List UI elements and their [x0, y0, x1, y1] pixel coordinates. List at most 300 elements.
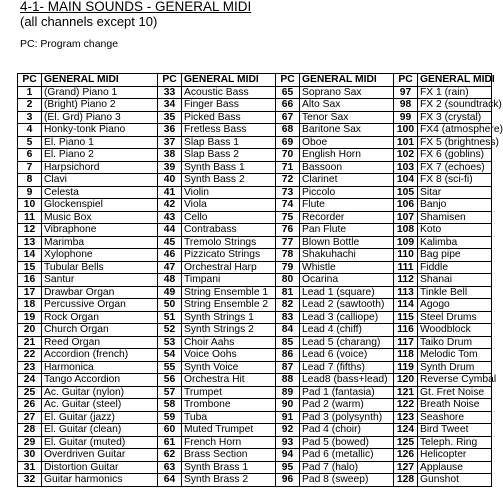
- program-number: 74: [276, 199, 300, 212]
- program-number: 26: [18, 399, 42, 412]
- program-number: 6: [18, 149, 42, 162]
- program-number: 65: [276, 86, 300, 99]
- program-number: 53: [158, 336, 182, 349]
- instrument-name: Blown Bottle: [300, 236, 394, 249]
- instrument-name: Flute: [300, 199, 394, 212]
- program-number: 4: [18, 124, 42, 137]
- table-row: [18, 224, 492, 237]
- instrument-name: Viola: [182, 199, 276, 212]
- instrument-name: Tuba: [182, 411, 276, 424]
- program-number: 57: [158, 386, 182, 399]
- program-number: 77: [276, 236, 300, 249]
- program-number: 80: [276, 274, 300, 287]
- program-number: 54: [158, 349, 182, 362]
- program-number: 39: [158, 161, 182, 174]
- program-number: 12: [18, 224, 42, 237]
- program-number: 30: [18, 449, 42, 462]
- instrument-name: Tenor Sax: [300, 111, 394, 124]
- instrument-name: Pizzicato Strings: [182, 249, 276, 262]
- table-row: [18, 411, 492, 424]
- instrument-name: Pad 7 (halo): [300, 461, 394, 474]
- instrument-name: Synth Bass 1: [182, 161, 276, 174]
- program-number: 38: [158, 149, 182, 162]
- pc-note: PC: Program change: [20, 38, 119, 50]
- program-number: 87: [276, 361, 300, 374]
- program-number: 11: [18, 211, 42, 224]
- program-number: 58: [158, 399, 182, 412]
- program-number: 56: [158, 374, 182, 387]
- instrument-name: Kalimba: [418, 236, 492, 249]
- instrument-name: (El. Grd) Piano 3: [42, 111, 158, 124]
- instrument-name: Clarinet: [300, 174, 394, 187]
- instrument-name: Lead 5 (charang): [300, 336, 394, 349]
- instrument-name: Vibraphone: [42, 224, 158, 237]
- instrument-name: Shamisen: [418, 211, 492, 224]
- program-number: 99: [394, 111, 418, 124]
- program-number: 21: [18, 336, 42, 349]
- program-number: 10: [18, 199, 42, 212]
- table-body: [18, 86, 503, 486]
- program-number: 69: [276, 136, 300, 149]
- table-header-row: [18, 74, 492, 87]
- instrument-name: Pad 6 (metallic): [300, 449, 394, 462]
- program-number: 60: [158, 424, 182, 437]
- instrument-name: Drawbar Organ: [42, 286, 158, 299]
- program-number: 82: [276, 299, 300, 312]
- instrument-name: FX 2 (soundtrack): [418, 99, 492, 112]
- program-number: 61: [158, 436, 182, 449]
- instrument-name: Orchestra Hit: [182, 374, 276, 387]
- program-number: 63: [158, 461, 182, 474]
- instrument-name: Alto Sax: [300, 99, 394, 112]
- program-number: 90: [276, 399, 300, 412]
- program-number: 14: [18, 249, 42, 262]
- instrument-name: Synth Bass 2: [182, 174, 276, 187]
- program-number: 123: [394, 411, 418, 424]
- program-number: 105: [394, 186, 418, 199]
- instrument-name: Ac. Guitar (nylon): [42, 386, 158, 399]
- program-number: 93: [276, 436, 300, 449]
- instrument-name: Tubular Bells: [42, 261, 158, 274]
- instrument-name: Soprano Sax: [300, 86, 394, 99]
- instrument-name: Muted Trumpet: [182, 424, 276, 437]
- instrument-name: FX 1 (rain): [418, 86, 492, 99]
- instrument-name: Finger Bass: [182, 99, 276, 112]
- table-row: [18, 311, 492, 324]
- table-row: [18, 336, 492, 349]
- instrument-name: String Ensemble 1: [182, 286, 276, 299]
- program-number: 85: [276, 336, 300, 349]
- program-number: 115: [394, 311, 418, 324]
- table-row: [18, 149, 492, 162]
- instrument-name: Lead 6 (voice): [300, 349, 394, 362]
- instrument-name: Synth Drum: [418, 361, 492, 374]
- instrument-name: Pan Flute: [300, 224, 394, 237]
- instrument-name: Harpsichord: [42, 161, 158, 174]
- instrument-name: FX 7 (echoes): [418, 161, 492, 174]
- program-number: 126: [394, 449, 418, 462]
- program-number: 51: [158, 311, 182, 324]
- program-number: 34: [158, 99, 182, 112]
- program-number: 111: [394, 261, 418, 274]
- column-header-name: GENERAL MIDI: [182, 74, 276, 87]
- program-number: 16: [18, 274, 42, 287]
- program-number: 31: [18, 461, 42, 474]
- instrument-name: Trombone: [182, 399, 276, 412]
- table-row: [18, 249, 492, 262]
- program-number: 102: [394, 149, 418, 162]
- program-number: 42: [158, 199, 182, 212]
- instrument-name: Acoustic Bass: [182, 86, 276, 99]
- program-number: 27: [18, 411, 42, 424]
- program-number: 101: [394, 136, 418, 149]
- program-number: 125: [394, 436, 418, 449]
- program-number: 84: [276, 324, 300, 337]
- instrument-name: Overdriven Guitar: [42, 449, 158, 462]
- instrument-name: Synth Strings 1: [182, 311, 276, 324]
- instrument-name: Applause: [418, 461, 492, 474]
- program-number: 64: [158, 474, 182, 487]
- program-number: 116: [394, 324, 418, 337]
- instrument-name: Baritone Sax: [300, 124, 394, 137]
- program-number: 75: [276, 211, 300, 224]
- instrument-name: Woodblock: [418, 324, 492, 337]
- instrument-name: Whistle: [300, 261, 394, 274]
- program-number: 66: [276, 99, 300, 112]
- instrument-name: Helicopter: [418, 449, 492, 462]
- column-header-name: GENERAL MIDI: [418, 74, 492, 87]
- table-row: [18, 199, 492, 212]
- program-number: 114: [394, 299, 418, 312]
- instrument-name: Voice Oohs: [182, 349, 276, 362]
- table-row: [18, 424, 492, 437]
- program-number: 96: [276, 474, 300, 487]
- program-number: 43: [158, 211, 182, 224]
- instrument-name: Seashore: [418, 411, 492, 424]
- instrument-name: Pad 4 (choir): [300, 424, 394, 437]
- instrument-name: Church Organ: [42, 324, 158, 337]
- instrument-name: Harmonica: [42, 361, 158, 374]
- instrument-name: Synth Strings 2: [182, 324, 276, 337]
- table-row: [18, 399, 492, 412]
- program-number: 104: [394, 174, 418, 187]
- instrument-name: Taiko Drum: [418, 336, 492, 349]
- instrument-name: Bird Tweet: [418, 424, 492, 437]
- instrument-name: String Ensemble 2: [182, 299, 276, 312]
- program-number: 18: [18, 299, 42, 312]
- table-row: [18, 324, 492, 337]
- instrument-name: Lead8 (bass+lead): [300, 374, 394, 387]
- instrument-name: English Horn: [300, 149, 394, 162]
- program-number: 68: [276, 124, 300, 137]
- instrument-name: Reverse Cymbal: [418, 374, 492, 387]
- instrument-name: Steel Drums: [418, 311, 492, 324]
- program-number: 97: [394, 86, 418, 99]
- program-number: 15: [18, 261, 42, 274]
- program-number: 86: [276, 349, 300, 362]
- table-row: [18, 124, 492, 137]
- instrument-name: Lead 4 (chiff): [300, 324, 394, 337]
- program-number: 17: [18, 286, 42, 299]
- program-number: 106: [394, 199, 418, 212]
- instrument-name: Choir Aahs: [182, 336, 276, 349]
- program-number: 25: [18, 386, 42, 399]
- page-title: 4-1- MAIN SOUNDS - GENERAL MIDI: [20, 0, 252, 14]
- instrument-name: Pad 2 (warm): [300, 399, 394, 412]
- instrument-name: Glockenspiel: [42, 199, 158, 212]
- instrument-name: Accordion (french): [42, 349, 158, 362]
- instrument-name: Melodic Tom: [418, 349, 492, 362]
- program-number: 67: [276, 111, 300, 124]
- instrument-name: FX 3 (crystal): [418, 111, 492, 124]
- instrument-name: Sitar: [418, 186, 492, 199]
- program-number: 127: [394, 461, 418, 474]
- program-number: 40: [158, 174, 182, 187]
- program-number: 24: [18, 374, 42, 387]
- instrument-name: Santur: [42, 274, 158, 287]
- program-number: 100: [394, 124, 418, 137]
- instrument-name: Banjo: [418, 199, 492, 212]
- instrument-name: Pad 1 (fantasia): [300, 386, 394, 399]
- instrument-name: Fretless Bass: [182, 124, 276, 137]
- table-row: [18, 86, 492, 99]
- instrument-name: Pad 3 (polysynth): [300, 411, 394, 424]
- instrument-name: Reed Organ: [42, 336, 158, 349]
- program-number: 109: [394, 236, 418, 249]
- instrument-name: Gt. Fret Noise: [418, 386, 492, 399]
- instrument-name: Guitar harmonics: [42, 474, 158, 487]
- program-number: 22: [18, 349, 42, 362]
- program-number: 122: [394, 399, 418, 412]
- instrument-name: Distortion Guitar: [42, 461, 158, 474]
- instrument-name: Violin: [182, 186, 276, 199]
- table-row: [18, 386, 492, 399]
- program-number: 29: [18, 436, 42, 449]
- table-row: [18, 111, 492, 124]
- instrument-name: Orchestral Harp: [182, 261, 276, 274]
- instrument-name: FX 6 (goblins): [418, 149, 492, 162]
- instrument-name: Slap Bass 2: [182, 149, 276, 162]
- program-number: 28: [18, 424, 42, 437]
- table-row: [18, 286, 492, 299]
- program-number: 88: [276, 374, 300, 387]
- program-number: 76: [276, 224, 300, 237]
- table-row: [18, 274, 492, 287]
- program-number: 62: [158, 449, 182, 462]
- instrument-name: (Bright) Piano 2: [42, 99, 158, 112]
- program-number: 32: [18, 474, 42, 487]
- program-number: 19: [18, 311, 42, 324]
- instrument-name: Synth Brass 2: [182, 474, 276, 487]
- program-number: 35: [158, 111, 182, 124]
- instrument-name: Koto: [418, 224, 492, 237]
- column-header-pc: PC: [276, 74, 300, 87]
- instrument-name: Lead 7 (fifths): [300, 361, 394, 374]
- program-number: 20: [18, 324, 42, 337]
- instrument-name: Fiddle: [418, 261, 492, 274]
- instrument-name: Clavi: [42, 174, 158, 187]
- document-header: [20, 0, 251, 29]
- instrument-name: Pad 5 (bowed): [300, 436, 394, 449]
- program-number: 83: [276, 311, 300, 324]
- instrument-name: Trumpet: [182, 386, 276, 399]
- program-number: 89: [276, 386, 300, 399]
- instrument-name: El. Piano 2: [42, 149, 158, 162]
- program-number: 107: [394, 211, 418, 224]
- instrument-name: Piccolo: [300, 186, 394, 199]
- instrument-name: Agogo: [418, 299, 492, 312]
- instrument-name: Brass Section: [182, 449, 276, 462]
- program-number: 23: [18, 361, 42, 374]
- program-number: 47: [158, 261, 182, 274]
- program-number: 98: [394, 99, 418, 112]
- program-number: 81: [276, 286, 300, 299]
- program-number: 1: [18, 86, 42, 99]
- program-number: 59: [158, 411, 182, 424]
- program-number: 121: [394, 386, 418, 399]
- instrument-name: Tinkle Bell: [418, 286, 492, 299]
- instrument-name: Rock Organ: [42, 311, 158, 324]
- instrument-name: Synth Voice: [182, 361, 276, 374]
- table-row: [18, 261, 492, 274]
- program-number: 120: [394, 374, 418, 387]
- instrument-name: Percussive Organ: [42, 299, 158, 312]
- table-row: [18, 99, 492, 112]
- table-row: [18, 349, 492, 362]
- program-number: 49: [158, 286, 182, 299]
- instrument-name: Contrabass: [182, 224, 276, 237]
- table-row: [18, 136, 492, 149]
- instrument-name: Teleph. Ring: [418, 436, 492, 449]
- instrument-name: El. Piano 1: [42, 136, 158, 149]
- program-number: 71: [276, 161, 300, 174]
- instrument-name: Shakuhachi: [300, 249, 394, 262]
- instrument-name: Honky-tonk Piano: [42, 124, 158, 137]
- column-header-name: GENERAL MIDI: [300, 74, 394, 87]
- program-number: 48: [158, 274, 182, 287]
- program-number: 36: [158, 124, 182, 137]
- program-number: 124: [394, 424, 418, 437]
- program-number: 7: [18, 161, 42, 174]
- instrument-name: Bag pipe: [418, 249, 492, 262]
- program-number: 103: [394, 161, 418, 174]
- program-number: 79: [276, 261, 300, 274]
- table-row: [18, 174, 492, 187]
- program-number: 70: [276, 149, 300, 162]
- instrument-name: Slap Bass 1: [182, 136, 276, 149]
- program-number: 5: [18, 136, 42, 149]
- instrument-name: Pad 8 (sweep): [300, 474, 394, 487]
- program-number: 52: [158, 324, 182, 337]
- program-number: 110: [394, 249, 418, 262]
- program-number: 78: [276, 249, 300, 262]
- instrument-name: Music Box: [42, 211, 158, 224]
- instrument-name: Lead 2 (sawtooth): [300, 299, 394, 312]
- general-midi-table: [17, 73, 503, 487]
- instrument-name: Oboe: [300, 136, 394, 149]
- program-number: 2: [18, 99, 42, 112]
- table-row: [18, 374, 492, 387]
- program-number: 46: [158, 249, 182, 262]
- table-row: [18, 299, 492, 312]
- instrument-name: Marimba: [42, 236, 158, 249]
- instrument-name: Cello: [182, 211, 276, 224]
- program-number: 8: [18, 174, 42, 187]
- program-number: 3: [18, 111, 42, 124]
- instrument-name: French Horn: [182, 436, 276, 449]
- instrument-name: Lead 3 (calliope): [300, 311, 394, 324]
- instrument-name: Celesta: [42, 186, 158, 199]
- program-number: 112: [394, 274, 418, 287]
- instrument-name: Lead 1 (square): [300, 286, 394, 299]
- table-row: [18, 436, 492, 449]
- program-number: 113: [394, 286, 418, 299]
- program-number: 73: [276, 186, 300, 199]
- instrument-name: Bassoon: [300, 161, 394, 174]
- column-header-pc: PC: [394, 74, 418, 87]
- instrument-name: El. Guitar (clean): [42, 424, 158, 437]
- instrument-name: Shanai: [418, 274, 492, 287]
- program-number: 33: [158, 86, 182, 99]
- program-number: 37: [158, 136, 182, 149]
- instrument-name: Tango Accordion: [42, 374, 158, 387]
- column-header-pc: PC: [18, 74, 42, 87]
- program-number: 92: [276, 424, 300, 437]
- instrument-name: Ocarina: [300, 274, 394, 287]
- program-number: 9: [18, 186, 42, 199]
- program-number: 41: [158, 186, 182, 199]
- table-row: [18, 474, 492, 487]
- program-number: 119: [394, 361, 418, 374]
- program-number: 117: [394, 336, 418, 349]
- instrument-name: Picked Bass: [182, 111, 276, 124]
- program-number: 91: [276, 411, 300, 424]
- program-number: 44: [158, 224, 182, 237]
- instrument-name: Tremolo Strings: [182, 236, 276, 249]
- program-number: 118: [394, 349, 418, 362]
- instrument-name: Recorder: [300, 211, 394, 224]
- instrument-name: (Grand) Piano 1: [42, 86, 158, 99]
- column-header-pc: PC: [158, 74, 182, 87]
- table-row: [18, 161, 492, 174]
- instrument-name: FX 8 (sci-fi): [418, 174, 492, 187]
- table-row: [18, 186, 492, 199]
- program-number: 128: [394, 474, 418, 487]
- program-number: 108: [394, 224, 418, 237]
- program-number: 55: [158, 361, 182, 374]
- instrument-name: Xylophone: [42, 249, 158, 262]
- program-number: 50: [158, 299, 182, 312]
- table-row: [18, 236, 492, 249]
- program-number: 95: [276, 461, 300, 474]
- instrument-name: Ac. Guitar (steel): [42, 399, 158, 412]
- program-number: 13: [18, 236, 42, 249]
- table-row: [18, 461, 492, 474]
- column-header-name: GENERAL MIDI: [42, 74, 158, 87]
- program-number: 72: [276, 174, 300, 187]
- program-number: 94: [276, 449, 300, 462]
- instrument-name: Timpani: [182, 274, 276, 287]
- instrument-name: Breath Noise: [418, 399, 492, 412]
- instrument-name: Synth Brass 1: [182, 461, 276, 474]
- instrument-name: FX 5 (brightness): [418, 136, 492, 149]
- program-number: 45: [158, 236, 182, 249]
- page-subtitle: (all channels except 10): [20, 14, 158, 29]
- table-row: [18, 361, 492, 374]
- instrument-name: El. Guitar (muted): [42, 436, 158, 449]
- table-row: [18, 449, 492, 462]
- instrument-name: Gunshot: [418, 474, 492, 487]
